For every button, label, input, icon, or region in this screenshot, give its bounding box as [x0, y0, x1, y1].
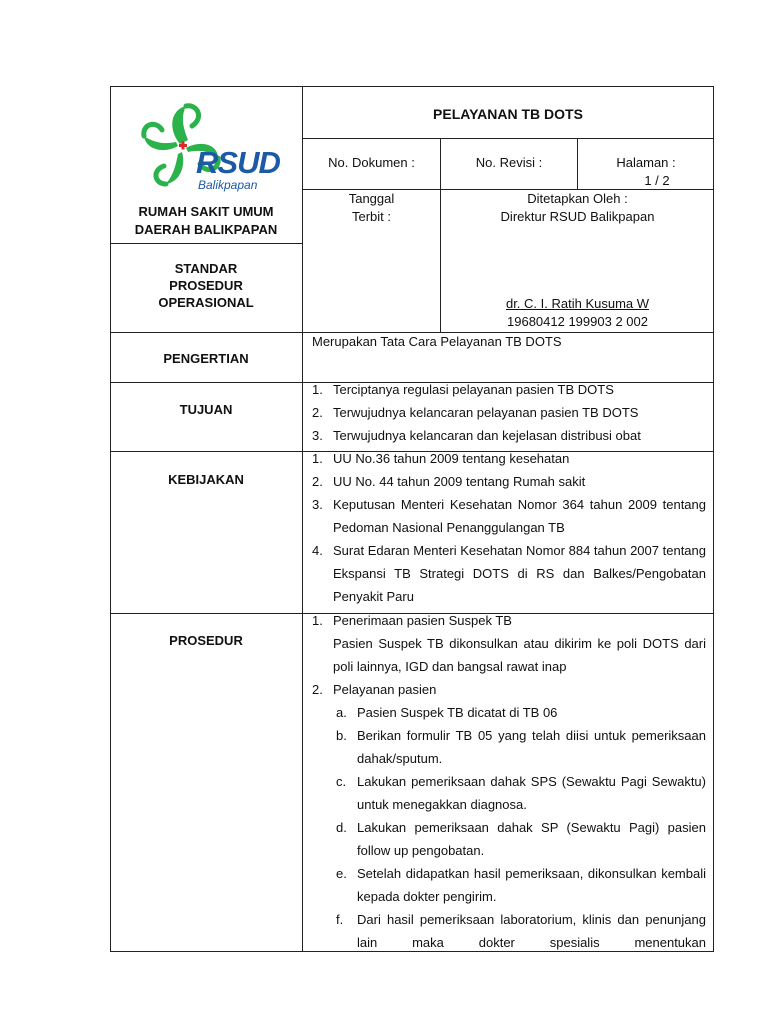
direktur-label: Direktur RSUD Balikpapan — [500, 209, 655, 224]
tujuan-label: TUJUAN — [179, 402, 233, 417]
kebijakan-label: KEBIJAKAN — [168, 472, 244, 487]
list-item: e. Setelah didapatkan hasil pemeriksaan, dikonsulkan kembali kepada dokter pengirim. — [336, 866, 706, 904]
prosedur-list — [308, 609, 706, 954]
list-item: 1. Penerimaan pasien Suspek TB Pasien Suspek TB dikonsulkan atau dikirim ke poli DOTS dari poli lainnya, IGD dan bangsal rawat inap — [308, 609, 706, 678]
ditetapkan-label: Ditetapkan Oleh : — [527, 191, 628, 206]
halaman-label — [578, 154, 714, 190]
tanggal-line1: Tanggal — [348, 191, 395, 206]
hospital-name-line2: DAERAH BALIKPAPAN — [134, 222, 278, 237]
prosedur-item1-body: Pasien Suspek TB dikonsulkan atau dikirim ke poli DOTS dari poli lainnya, IGD dan bangsal rawat inap — [333, 636, 706, 674]
list-item: a. Pasien Suspek TB dicatat di TB 06 — [336, 705, 558, 720]
page-title: PELAYANAN TB DOTS — [433, 106, 583, 122]
list-item: b. Berikan formulir TB 05 yang telah diisi untuk pemeriksaan dahak/sputum. — [336, 728, 706, 766]
tanggal-terbit — [303, 190, 440, 226]
list-item: f. Dari hasil pemeriksaan laboratorium, klinis dan penunjang lain maka dokter spesialis menentukan — [336, 912, 706, 950]
signer-name: dr. C. I. Ratih Kusuma W — [505, 296, 650, 311]
list-item: 1. Terciptanya regulasi pelayanan pasien TB DOTS — [312, 382, 614, 397]
prosedur-label: PROSEDUR — [169, 633, 243, 648]
hospital-name-line1: RUMAH SAKIT UMUM — [138, 204, 274, 219]
list-item: 2. Pelayanan pasien a. Pasien Suspek TB dicatat di TB 06 b. Berikan formulir TB 05 yang telah diisi untuk pemeriksaan dahak/sputum. c. Lakukan pemeriksaan dahak SPS (Sewaktu Pagi Sewaktu) untuk menegakkan diagnosa. d. Lakukan pemeriksaan dahak SP (Sewaktu Pagi) pasien follow up pengobatan. e. Setelah didapatkan hasil pemeriksaan, dikonsulkan kembali kepada dokter pengirim. f. Dari hasil pemeriksaan laboratorium, klinis dan penunjang lain maka dokter spesialis menentukan — [308, 678, 706, 954]
sop-title — [112, 260, 300, 311]
pengertian-label: PENGERTIAN — [163, 351, 249, 366]
sop-title-line3: OPERASIONAL — [158, 295, 254, 310]
list-item: 3. Terwujudnya kelancaran dan kejelasan distribusi obat — [312, 428, 641, 443]
row-divider — [110, 243, 302, 244]
list-item: c. Lakukan pemeriksaan dahak SPS (Sewaktu Pagi Sewaktu) untuk menegakkan diagnosa. — [336, 774, 706, 812]
logo-subtext: Balikpapan — [198, 178, 258, 192]
row-divider — [302, 138, 714, 139]
halaman-text: Halaman : — [616, 155, 676, 170]
no-dokumen-label: No. Dokumen : — [328, 155, 415, 170]
list-item: d. Lakukan pemeriksaan dahak SP (Sewaktu Pagi) pasien follow up pengobatan. — [336, 820, 706, 858]
prosedur-item1-title: Penerimaan pasien Suspek TB — [333, 613, 512, 628]
signer-nip: 19680412 199903 2 002 — [507, 314, 648, 329]
list-item: 2. Terwujudnya kelancaran pelayanan pasien TB DOTS — [312, 405, 639, 420]
list-item: 1. UU No.36 tahun 2009 tentang kesehatan — [312, 451, 570, 466]
tanggal-line2: Terbit : — [351, 209, 391, 224]
kebijakan-list — [308, 447, 706, 608]
logo-text: RSUD — [196, 145, 280, 180]
pengertian-text: Merupakan Tata Cara Pelayanan TB DOTS — [312, 334, 562, 349]
tujuan-list — [308, 378, 706, 447]
list-item: 2. UU No. 44 tahun 2009 tentang Rumah sakit — [312, 474, 586, 489]
sop-title-line1: STANDAR — [174, 261, 238, 276]
signer-block — [441, 295, 714, 331]
hospital-name — [112, 203, 300, 239]
hospital-logo — [140, 100, 280, 195]
list-item: 4. Surat Edaran Menteri Kesehatan Nomor 884 tahun 2007 tentang Ekspansi TB Strategi DOTS di RS dan Balkes/Pengobatan Penyakit Paru — [312, 543, 706, 604]
ditetapkan-oleh — [441, 190, 714, 226]
prosedur-sublist — [333, 701, 706, 954]
prosedur-item2-title: Pelayanan pasien — [333, 682, 437, 697]
halaman-value: 1 / 2 — [644, 173, 670, 188]
no-revisi-label: No. Revisi : — [475, 155, 543, 170]
sop-title-line2: PROSEDUR — [169, 278, 243, 293]
list-item: 3. Keputusan Menteri Kesehatan Nomor 364 tahun 2009 tentang Pedoman Nasional Penanggulangan TB — [312, 497, 706, 535]
